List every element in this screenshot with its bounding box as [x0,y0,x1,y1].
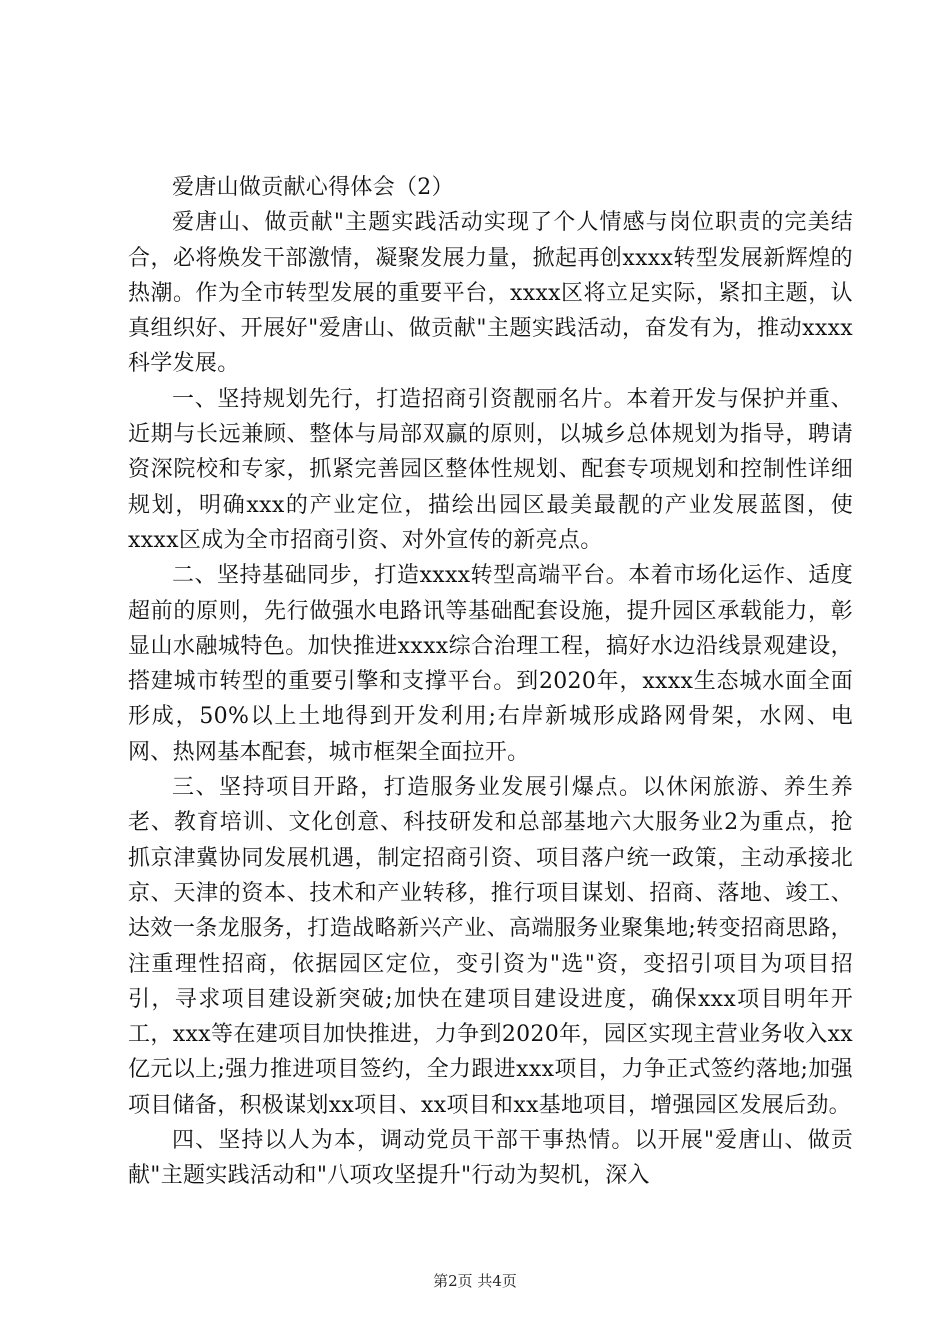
paragraph-section-2: 二、坚持基础同步，打造xxxx转型高端平台。本着市场化运作、适度超前的原则，先行做强水电路讯等基础配套设施，提升园区承载能力，彰显山水融城特色。加快推进xxxx综合治理工程，搞好水边沿线景观建设，搭建城市转型的重要引擎和支撑平台。到2020年，xxxx生态城水面全面形成，50%以上土地得到开发利用;右岸新城形成路网骨架，水网、电网、热网基本配套，城市框架全面拉开。 [128,563,853,765]
document-body [128,170,853,1194]
paragraph-section-1: 一、坚持规划先行，打造招商引资靓丽名片。本着开发与保护并重、近期与长远兼顾、整体与局部双赢的原则，以城乡总体规划为指导，聘请资深院校和专家，抓紧完善园区整体性规划、配套专项规划和控制性详细规划，明确xxx的产业定位，描绘出园区最美最靓的产业发展蓝图，使xxxx区成为全市招商引资、对外宣传的新亮点。 [128,386,853,553]
paragraph-section-3: 三、坚持项目开路，打造服务业发展引爆点。以休闲旅游、养生养老、教育培训、文化创意、科技研发和总部基地六大服务业2为重点，抢抓京津冀协同发展机遇，制定招商引资、项目落户统一政策，主动承接北京、天津的资本、技术和产业转移，推行项目谋划、招商、落地、竣工、达效一条龙服务，打造战略新兴产业、高端服务业聚集地;转变招商思路，注重理性招商，依据园区定位，变引资为"选"资，变招引项目为项目招引，寻求项目建设新突破;加快在建项目建设进度，确保xxx项目明年开工，xxx等在建项目加快推进，力争到2020年，园区实现主营业务收入xx亿元以上;强力推进项目签约，全力跟进xxx项目，力争正式签约落地;加强项目储备，积极谋划xx项目、xx项目和xx基地项目，增强园区发展后劲。 [128,775,853,1118]
document-title: 爱唐山做贡献心得体会（2） [172,175,454,200]
page-footer: 第2页 共4页 [433,1272,517,1290]
paragraph-section-4: 四、坚持以人为本，调动党员干部干事热情。以开展"爱唐山、做贡献"主题实践活动和"八项攻坚提升"行动为契机，深入 [128,1128,853,1189]
paragraph-intro: 爱唐山、做贡献"主题实践活动实现了个人情感与岗位职责的完美结合，必将焕发干部激情，凝聚发展力量，掀起再创xxxx转型发展新辉煌的热潮。作为全市转型发展的重要平台，xxxx区将立足实际，紧扣主题，认真组织好、开展好"爱唐山、做贡献"主题实践活动，奋发有为，推动xxxx科学发展。 [128,210,853,377]
